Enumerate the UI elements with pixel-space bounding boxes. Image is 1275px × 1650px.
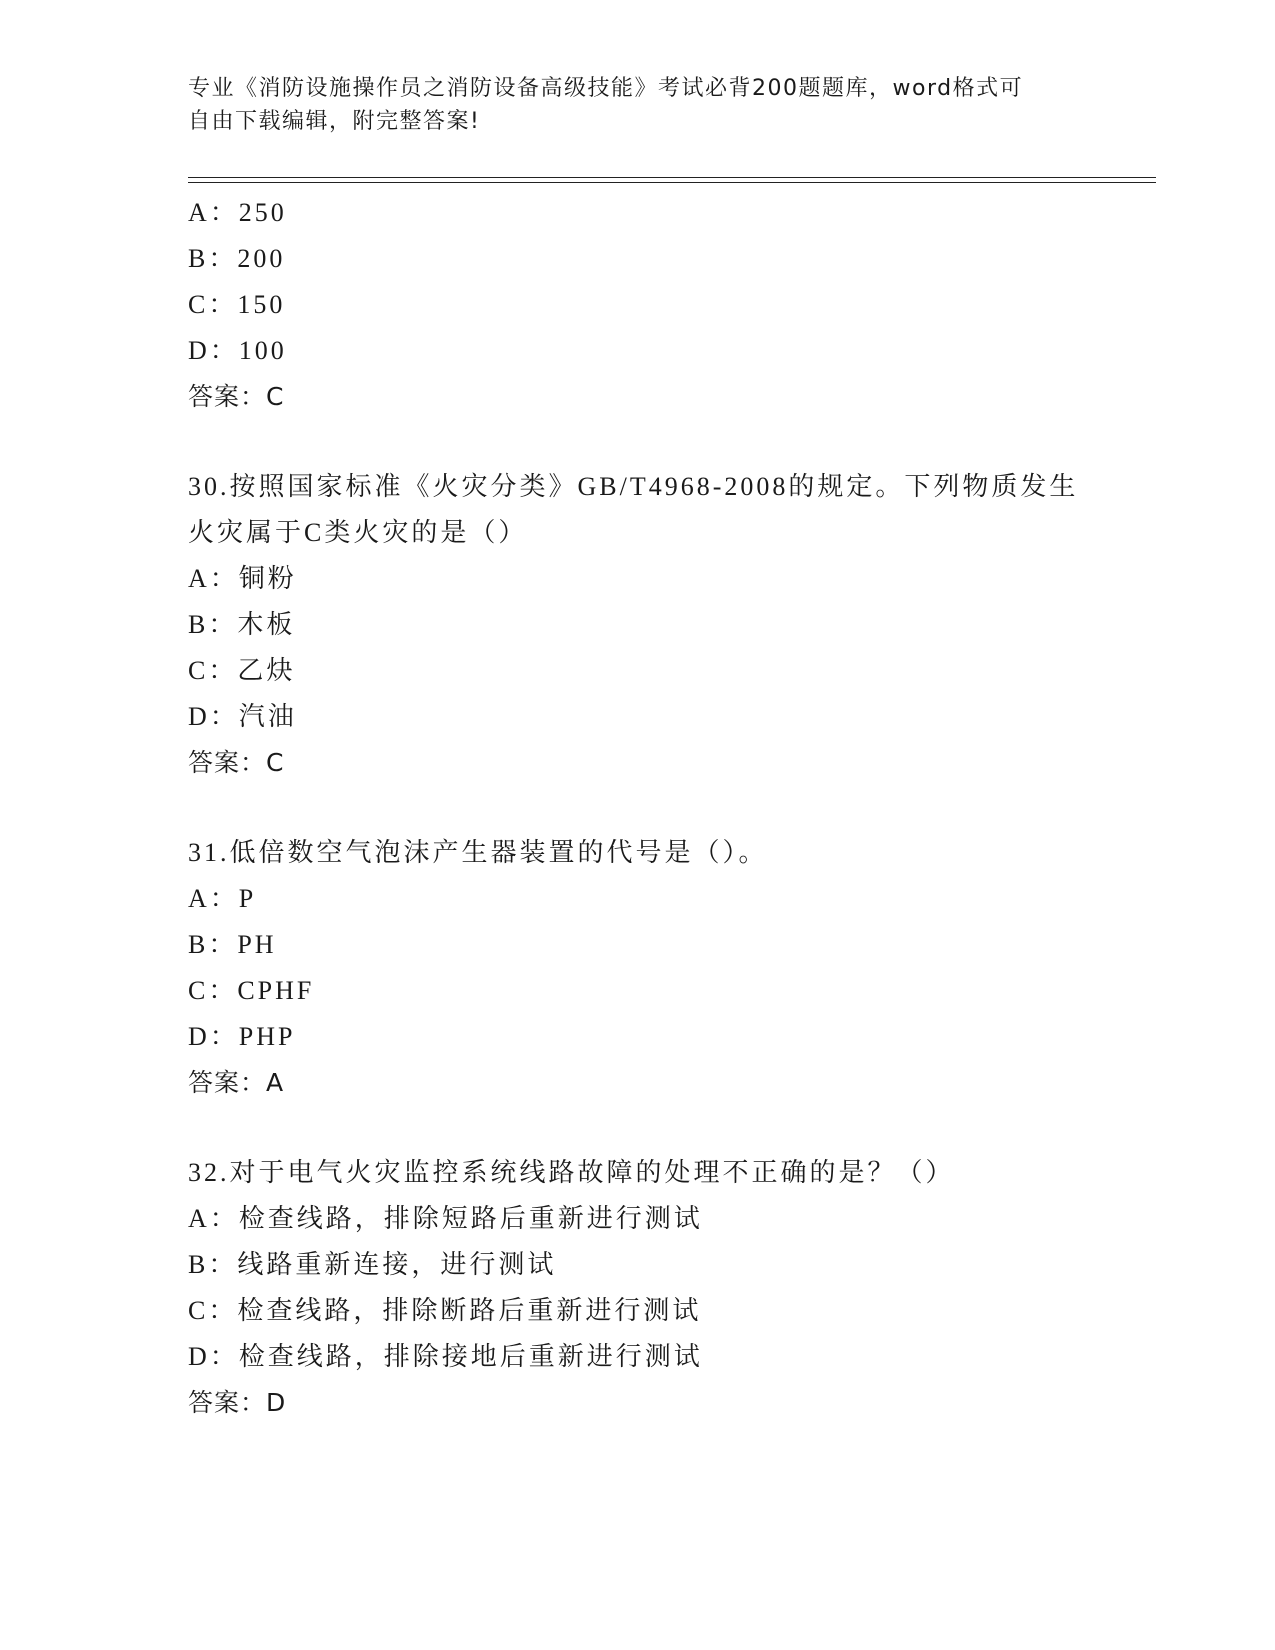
option-d: D：汽油	[188, 702, 297, 731]
option-d: D：PHP	[188, 1022, 296, 1051]
question-32	[188, 1150, 1088, 1426]
option-a: A：铜粉	[188, 564, 297, 593]
question-text: 31.低倍数空气泡沫产生器装置的代号是（）。	[188, 838, 768, 867]
answer: 答案：C	[188, 748, 285, 777]
question-29	[188, 190, 1088, 420]
spacer	[188, 1106, 1088, 1150]
option-d: D：100	[188, 336, 287, 365]
option-d: D：检查线路，排除接地后重新进行测试	[188, 1342, 703, 1371]
option-c: C：CPHF	[188, 976, 315, 1005]
answer: 答案：C	[188, 382, 285, 411]
question-text-continued: 火灾属于C类火灾的是（）	[188, 518, 528, 547]
question-list	[188, 190, 1088, 1426]
option-c: C：乙炔	[188, 656, 296, 685]
option-b: B：线路重新连接，进行测试	[188, 1250, 557, 1279]
option-c: C：检查线路，排除断路后重新进行测试	[188, 1296, 702, 1325]
question-text: 30.按照国家标准《火灾分类》GB/T4968-2008的规定。下列物质发生	[188, 472, 1079, 501]
option-c: C：150	[188, 290, 286, 319]
spacer	[188, 786, 1088, 830]
header-line-1: 专业《消防设施操作员之消防设备高级技能》考试必背200题题库，word格式可	[188, 76, 1024, 101]
header-divider-top	[188, 177, 1156, 178]
spacer	[188, 420, 1088, 464]
question-30	[188, 464, 1088, 786]
option-a: A：P	[188, 884, 257, 913]
option-b: B：200	[188, 244, 286, 273]
option-b: B：PH	[188, 930, 277, 959]
answer: 答案：A	[188, 1068, 285, 1097]
header-divider-bottom	[188, 182, 1156, 183]
option-a: A：250	[188, 198, 287, 227]
question-text: 32.对于电气火灾监控系统线路故障的处理不正确的是？（）	[188, 1158, 955, 1187]
header-line-2: 自由下载编辑，附完整答案!	[188, 109, 481, 134]
answer: 答案：D	[188, 1388, 287, 1417]
document-header	[188, 72, 1088, 138]
option-b: B：木板	[188, 610, 296, 639]
option-a: A：检查线路，排除短路后重新进行测试	[188, 1204, 703, 1233]
question-31	[188, 830, 1088, 1106]
